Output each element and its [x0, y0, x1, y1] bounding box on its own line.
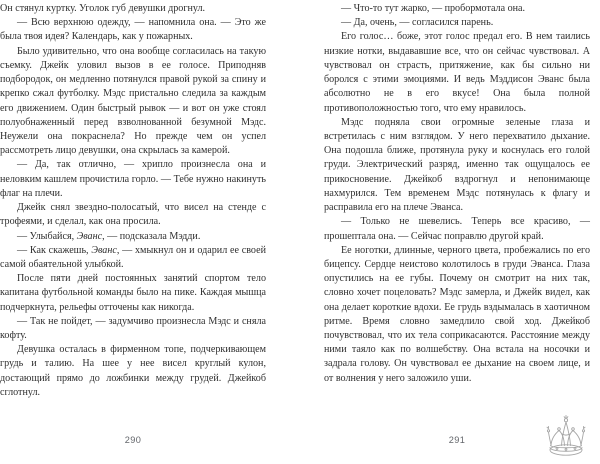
paragraph: Было удивительно, что она вообще согласилась на такую съемку. Джейк уловил вызов в ее голосе. Приподняв подбородок, он медленно потянулся правой рукой за спину и крепко сжал футболку. Мэдс пристально следила за каждым его движением. Один быстрый рывок — и вот он уже стоял полуобнаженный перед взволнованной безумной Мэдс. Неужели она покраснела? Но прежде чем он успел рассмотреть лицо девушки, она скрылась за камерой.	[0, 45, 266, 157]
paragraph: — Как скажешь, Эванс, — хмыкнул он и одарил ее своей самой обаятельной улыбкой.	[0, 244, 266, 270]
page-number-right: 291	[448, 435, 466, 445]
italic-name: Эванс	[76, 230, 103, 242]
page-right	[300, 0, 600, 464]
paragraph: Девушка осталась в фирменном топе, подчеркивающем грудь и талию. На шее у нее висел круглый кулон, достающий прямо до ложбинки между грудей. Джейкоб сглотнул.	[0, 344, 266, 398]
paragraph: — Что-то тут жарко, — пробормотала она.	[341, 3, 526, 14]
paragraph: — Да, так отлично, — хрипло произнесла она и неловким кашлем прочистила горло. — Тебе нужно накинуть флаг на плечи.	[0, 159, 266, 199]
paragraph: — Улыбайся, Эванс, — подсказала Мэдди.	[17, 230, 201, 242]
paragraph: — Да, очень, — согласился парень.	[341, 17, 494, 29]
italic-name: Эванс	[91, 244, 117, 256]
right-page-text-block	[324, 2, 590, 386]
crown-ornament	[540, 412, 592, 460]
paragraph: После пяти дней постоянных занятий спортом тело капитана футбольной команды было на пике. Каждая мышца подчеркнута, рельефы отточены как никогда.	[0, 273, 266, 313]
page-number-left: 290	[124, 435, 142, 445]
paragraph: — Только не шевелись. Теперь все красиво, — прошептала она. — Сейчас поправлю другой край.	[324, 216, 590, 242]
paragraph: Джейк снял звездно-полосатый, что висел на стенде с трофеями, и сделал, как она просила.	[0, 202, 266, 228]
paragraph: Мэдс подняла свои огромные зеленые глаза и встретилась с ним взглядом. У него перехватило дыхание. Она подошла ближе, протянула руку и коснулась его голой груди. Электрический разряд, именно так ощущалось ее прикосновение. Джейкоб вздрогнул и непонимающе нахмурился. Тем временем Мэдс потянулась к флагу и расправила его на плече Эванса.	[324, 116, 590, 214]
paragraph: Он стянул куртку. Уголок губ девушки дрогнул.	[0, 3, 206, 14]
paragraph: Его голос… боже, этот голос предал его. В нем таились низкие нотки, выдававшие все, что он сейчас чувствовал. А чувствовал он страсть, притяжение, как бы сильно ни боролся с этими эмоциями. И ведь Мэддисон Эванс была абсолютно не в его вкусе! Она была полной противоположностью того, что ему нравилось.	[324, 31, 590, 114]
paragraph: — Так не пойдет, — задумчиво произнесла Мэдс и сняла кофту.	[0, 315, 266, 342]
paragraph: — Всю верхнюю одежду, — напомнила она. — Это же была твоя идея? Календарь, как у пожарных.	[0, 17, 266, 43]
left-page-text-block	[0, 2, 266, 400]
paragraph: Ее ноготки, длинные, черного цвета, пробежались по его бицепсу. Сердце неистово колотилось в груди Эванса. Глаза опустились на ее губы. Почему он смотрит на них так, словно хочет поцеловать? Мэдс замерла, и Джейк видел, как она делает короткие вдохи. Ее грудь вздымалась в хаотичном ритме. Время словно замедлило свой ход. Джейкоб почувствовал, что их тела соприкасаются. Расстояние между ними таяло как по волшебству. Она встала на носочки и задрала голову. Он чувствовал ее дыхание на своем лице, и от волнения у него заложило уши.	[324, 244, 590, 384]
